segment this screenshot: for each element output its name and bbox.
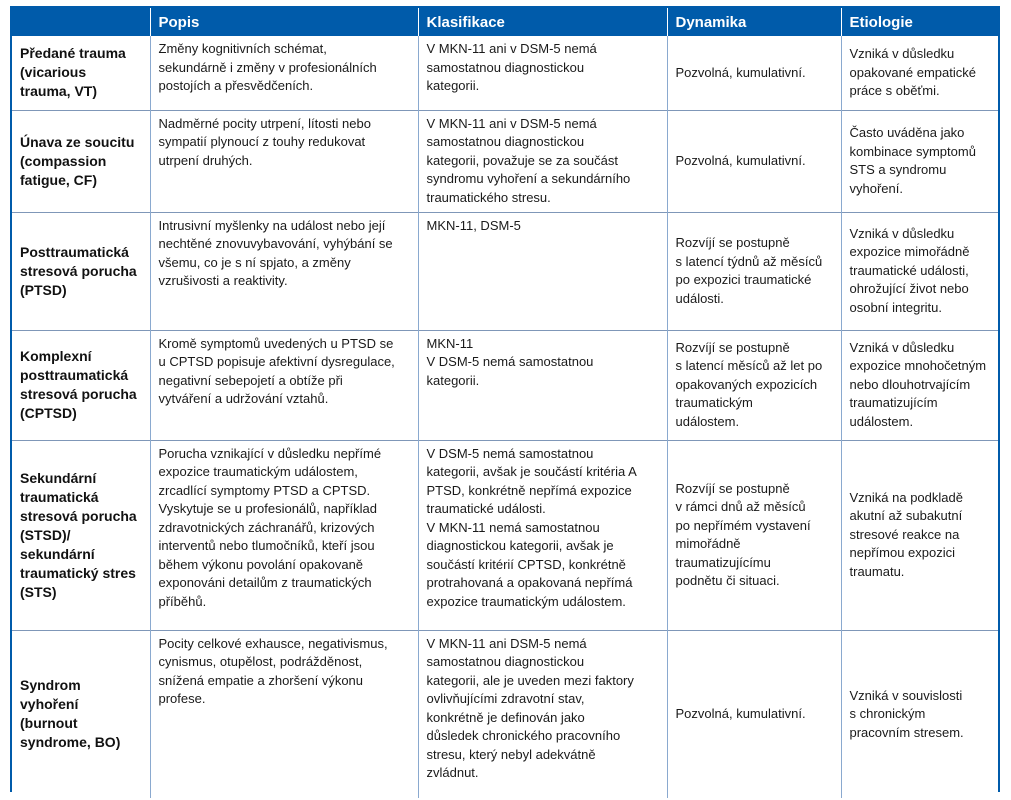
cell-etiologie: [841, 110, 998, 212]
cell-dynamika: [667, 36, 841, 110]
cell-line: V DSM-5 nemá samostatnou: [426, 354, 594, 369]
cell-klasifikace: [418, 630, 667, 798]
cell-line: Rozvíjí se postupně: [675, 235, 790, 250]
cell-line: profese.: [158, 691, 206, 706]
cell-line: podnětu či situaci.: [675, 573, 780, 588]
cell-line: s latencí měsíců až let po: [675, 358, 823, 374]
cell-line: stresu, který nebyl adekvátně: [426, 746, 596, 762]
cell-line: traumatizujícímu: [675, 554, 771, 570]
cell-line: protrahovaná a opakovaná nepřímá: [426, 575, 633, 590]
comparison-table: [12, 8, 998, 798]
cell-dynamika: [667, 630, 841, 798]
cell-line: PTSD, konkrétně nepřímá expozice: [426, 482, 632, 498]
cell-line: osobní integritu.: [849, 299, 943, 315]
cell-line: syndrome, BO): [20, 734, 121, 751]
header-term: [12, 8, 150, 36]
cell-line: traumatické události,: [849, 262, 969, 278]
cell-term: [12, 630, 150, 798]
cell-line: V MKN-11 ani DSM-5 nemá: [426, 635, 587, 651]
cell-klasifikace: [418, 36, 667, 110]
cell-line: V MKN-11 ani v DSM-5 nemá: [426, 41, 597, 56]
cell-term: [12, 212, 150, 330]
cell-line: (compassion: [20, 152, 107, 169]
cell-line: kategorii, avšak je součástí kritéria A: [426, 464, 637, 479]
cell-line: Rozvíjí se postupně: [675, 480, 790, 496]
cell-line: traumatizujícím: [849, 395, 938, 411]
cell-etiologie: [841, 630, 998, 798]
cell-line: mimořádně: [675, 536, 741, 551]
cell-line: s chronickým: [849, 706, 926, 721]
cell-line: snížená empatie a zhoršení výkonu: [158, 672, 364, 688]
cell-line: nebo dlouhotrvajícím: [849, 376, 971, 392]
table-row: [12, 630, 998, 798]
cell-line: opakované empatické: [849, 64, 976, 80]
cell-line: důsledek chronického pracovního: [426, 728, 621, 743]
cell-line: expozice mimořádně: [849, 244, 970, 260]
cell-line: samostatnou diagnostickou: [426, 59, 585, 75]
table-row: [12, 212, 998, 330]
cell-line: (vicarious: [20, 64, 87, 81]
cell-line: nepřímou expozici: [849, 545, 955, 561]
cell-term: [12, 330, 150, 440]
cell-line: Komplexní: [20, 348, 92, 364]
cell-etiologie: [841, 330, 998, 440]
cell-dynamika: [667, 440, 841, 630]
cell-etiologie: [841, 36, 998, 110]
cell-line: Intrusivní myšlenky na událost nebo její: [158, 217, 386, 233]
cell-popis: [150, 440, 418, 630]
cell-line: kategorii.: [426, 78, 480, 93]
cell-line: sekundární: [20, 545, 95, 562]
cell-line: syndromu vyhoření a sekundárního: [426, 171, 631, 186]
cell-line: traumatická: [20, 488, 99, 505]
cell-term: [12, 440, 150, 630]
cell-line: sekundárně i změny v profesionálních: [158, 59, 377, 75]
cell-line: STS a syndromu: [849, 162, 947, 177]
cell-popis: [150, 330, 418, 440]
cell-line: kategorii, považuje se za součást: [426, 152, 618, 168]
cell-line: samostatnou diagnostickou: [426, 654, 585, 669]
cell-line: vyhoření.: [849, 180, 903, 196]
cell-line: MKN-11: [426, 335, 474, 351]
header-klasifikace: Klasifikace: [418, 8, 667, 36]
table-row: [12, 36, 998, 110]
cell-line: sympatií plynoucí z touhy redukovat: [158, 134, 366, 149]
cell-line: traumatický stres: [20, 564, 136, 581]
cell-line: v rámci dnů až měsíců: [675, 499, 806, 514]
cell-line: V DSM-5 nemá samostatnou: [426, 445, 594, 461]
cell-line: pracovním stresem.: [849, 724, 964, 740]
cell-line: kategorii.: [426, 372, 480, 388]
table-row: [12, 110, 998, 212]
cell-line: Pocity celkové exhausce, negativismus,: [158, 635, 388, 651]
cell-line: Posttraumatická: [20, 243, 129, 260]
cell-line: V MKN-11 nemá samostatnou: [426, 519, 600, 535]
table-row: [12, 330, 998, 440]
cell-line: Vzniká v důsledku: [849, 225, 955, 241]
cell-line: Sekundární: [20, 469, 97, 486]
cell-line: událostem.: [675, 413, 740, 429]
header-row: [12, 8, 998, 36]
header-etiologie: Etiologie: [841, 8, 998, 36]
cell-line: Pozvolná, kumulativní.: [675, 152, 806, 168]
cell-dynamika: [667, 110, 841, 212]
cell-line: (CPTSD): [20, 405, 77, 421]
cell-line: traumatickým: [675, 395, 753, 411]
cell-line: po nepřímém vystavení: [675, 517, 811, 533]
cell-line: události.: [675, 290, 724, 306]
cell-line: negativní sebepojetí a obtíže při: [158, 372, 343, 388]
cell-popis: [150, 36, 418, 110]
cell-line: Únava ze soucitu: [20, 133, 135, 150]
cell-line: kategorii, ale je uveden mezi faktory: [426, 672, 634, 688]
cell-line: Změny kognitivních schémat,: [158, 41, 327, 56]
cell-klasifikace: [418, 110, 667, 212]
header-dynamika: Dynamika: [667, 8, 841, 36]
cell-dynamika: [667, 330, 841, 440]
cell-line: konkrétně je definován jako: [426, 709, 585, 725]
cell-line: ovlivňujícími zdravotní stav,: [426, 691, 585, 706]
cell-line: vyhoření: [20, 696, 79, 713]
cell-line: (STS): [20, 583, 57, 600]
cell-line: V MKN-11 ani v DSM-5 nemá: [426, 115, 597, 131]
cell-line: stresová porucha: [20, 386, 137, 402]
cell-line: interventů nebo tlumočníků, kteří jsou: [158, 538, 375, 553]
cell-line: Porucha vznikající v důsledku nepřímé: [158, 445, 382, 461]
cell-line: zvládnut.: [426, 765, 479, 780]
cell-klasifikace: [418, 440, 667, 630]
cell-line: expozice traumatickým událostem.: [426, 593, 626, 609]
cell-line: po expozici traumatické: [675, 272, 812, 287]
cell-line: opakovaných expozicích: [675, 376, 818, 392]
cell-line: postojích a přesvědčeních.: [158, 78, 314, 93]
table-frame: [10, 6, 1000, 792]
cell-line: nechtěné znovuvybavování, vyhýbání se: [158, 236, 393, 251]
cell-line: utrpení druhých.: [158, 152, 253, 168]
cell-line: cynismus, otupělost, podrážděnost,: [158, 654, 363, 669]
cell-line: (PTSD): [20, 281, 67, 298]
cell-line: traumatu.: [849, 563, 905, 579]
cell-line: Vzniká v souvislosti: [849, 687, 963, 703]
cell-line: exponováni detailům z traumatických: [158, 575, 372, 590]
cell-dynamika: [667, 212, 841, 330]
cell-etiologie: [841, 212, 998, 330]
cell-klasifikace: [418, 330, 667, 440]
cell-popis: [150, 630, 418, 798]
cell-line: vytváření a udržování vztahů.: [158, 391, 329, 406]
cell-line: zrcadlící symptomy PTSD a CPTSD.: [158, 482, 371, 498]
cell-line: Často uváděna jako: [849, 125, 965, 140]
cell-line: událostem.: [849, 413, 914, 429]
cell-line: zdravotnických záchranářů, krizových: [158, 519, 375, 535]
cell-line: Vzniká na podkladě: [849, 489, 963, 505]
cell-line: práce s oběťmi.: [849, 83, 940, 98]
cell-line: Pozvolná, kumulativní.: [675, 706, 806, 721]
cell-line: Syndrom: [20, 677, 81, 694]
cell-line: ohrožující život nebo: [849, 281, 969, 297]
cell-line: akutní až subakutní: [849, 508, 963, 524]
cell-line: posttraumatická: [20, 367, 129, 383]
cell-line: traumatického stresu.: [426, 189, 551, 205]
cell-klasifikace: [418, 212, 667, 330]
cell-term: [12, 110, 150, 212]
cell-line: Rozvíjí se postupně: [675, 339, 790, 355]
cell-popis: [150, 110, 418, 212]
cell-popis: [150, 212, 418, 330]
cell-line: Vzniká v důsledku: [849, 339, 955, 355]
cell-line: všemu, co je s ní spjato, a změny: [158, 254, 351, 270]
cell-line: MKN-11, DSM-5: [426, 217, 521, 233]
cell-line: s latencí týdnů až měsíců: [675, 253, 823, 269]
cell-line: (STSD)/: [20, 526, 71, 543]
cell-line: Vzniká v důsledku: [849, 46, 955, 61]
cell-line: vzrušivosti a reaktivity.: [158, 273, 288, 288]
cell-line: traumatické události.: [426, 501, 546, 516]
table-body: [12, 36, 998, 798]
cell-line: expozice mnohočetným: [849, 358, 987, 374]
cell-term: [12, 36, 150, 110]
cell-line: fatigue, CF): [20, 171, 97, 188]
header-popis: Popis: [150, 8, 418, 36]
cell-line: diagnostickou kategorii, avšak je: [426, 538, 614, 553]
cell-line: u CPTSD popisuje afektivní dysregulace,: [158, 354, 395, 369]
cell-line: (burnout: [20, 715, 78, 732]
cell-line: Nadměrné pocity utrpení, lítosti nebo: [158, 115, 371, 131]
cell-line: Pozvolná, kumulativní.: [675, 64, 806, 80]
cell-line: Předané trauma: [20, 45, 126, 62]
cell-line: Kromě symptomů uvedených u PTSD se: [158, 335, 394, 351]
cell-line: kombinace symptomů: [849, 143, 976, 159]
cell-line: stresové reakce na: [849, 526, 960, 542]
cell-line: samostatnou diagnostickou: [426, 134, 585, 149]
table-row: [12, 440, 998, 630]
cell-line: součástí kritérií CPTSD, konkrétně: [426, 556, 626, 572]
cell-etiologie: [841, 440, 998, 630]
cell-line: trauma, VT): [20, 83, 98, 100]
cell-line: stresová porucha: [20, 262, 137, 279]
cell-line: během výkonu povolání opakovaně: [158, 556, 364, 572]
cell-line: příběhů.: [158, 593, 207, 609]
cell-line: stresová porucha: [20, 507, 137, 524]
cell-line: Vyskytuje se u profesionálů, například: [158, 501, 377, 516]
cell-line: expozice traumatickým událostem,: [158, 464, 358, 479]
